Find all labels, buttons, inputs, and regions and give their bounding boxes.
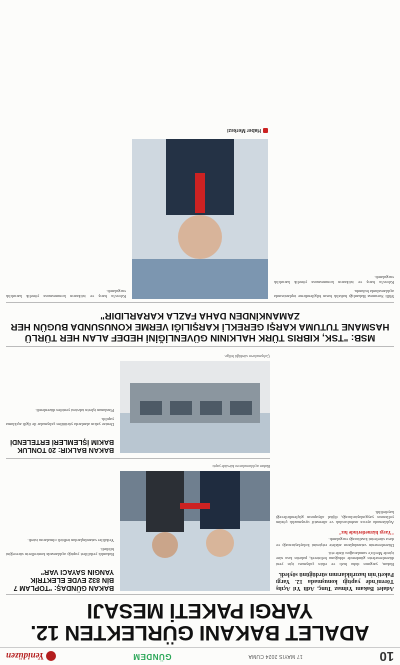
officials-photo-graphic <box>120 471 270 591</box>
logo-icon <box>46 652 56 662</box>
masthead <box>0 647 400 665</box>
minister-photo <box>132 139 268 299</box>
divider <box>6 302 394 303</box>
story2-column <box>6 471 114 557</box>
story4-paragraph: Milli Savunma Bakanlığı haftalık basın bilgilendirme toplantısında açıklamalarda bulundu. <box>274 288 394 299</box>
story3-column <box>6 353 114 427</box>
page-number: 10 <box>379 649 394 664</box>
story3-paragraph: Denize yakın alanlarda yürütülen çalışmalar ile ilgili açıklama yapıldı. <box>6 416 114 427</box>
story1-paragraph: Bakan, yargının daha hızlı ve etkin çalışması için yeni düzenlemelerin gündemde olduğunu belirterek, paketin kısa süre içinde Meclis'e sunulacağını ifade etti. <box>276 551 394 567</box>
story4-paragraph: Kıbrıs'ta barış ve istikrarın korunmasına yönelik kararlılık vurgulandı. <box>274 275 394 286</box>
story2-title: BAKAN GÜNDAŞ: "TOPLAM 7 BİN 832 EVDE ELEKTRİK YANGIN SAYACI VAR" <box>13 568 114 591</box>
story3-title: BAKAN BALKIR: 20 TONLUK BAKIM İŞLEMLERİ ERTELENDİ <box>10 438 114 453</box>
story4-column-right <box>6 9 126 299</box>
building-photo-caption: Çalışmaların sürdüğü bölge. <box>224 354 270 359</box>
story2-paragraph: Bakanlık yetkilileri yaptığı açıklamada kontrollerin süreceğini bildirdi. <box>6 546 114 557</box>
building-photo-graphic <box>120 361 270 453</box>
building-photo <box>120 361 270 453</box>
story1-paragraph: Açıklamada ayrıca arabuluculuk ve alternatif uyuşmazlık çözüm yollarının yaygınlaştırılacağı, dijital altyapının güçlendirileceği kaydedildi. <box>276 509 394 526</box>
byline-icon <box>263 128 268 133</box>
issue-date: 17 MAYIS 2024 CUMA <box>248 653 303 660</box>
logo-text: Yenidüzen <box>6 651 45 662</box>
minister-photo-graphic <box>132 139 268 299</box>
byline-text: Haber Merkezi <box>227 127 261 133</box>
divider <box>6 346 394 347</box>
officials-photo <box>120 471 270 591</box>
story4-column <box>274 9 394 299</box>
officials-photo-caption: Bakan açıklamalarını kürsüde yaptı. <box>211 464 270 469</box>
story4-title: MSB: "TSK, KIBRIS TÜRK HALKININ GÜVENLİĞİNİ HEDEF ALAN HER TÜRLÜ HASMANE TUTUMA KARŞI GEREKLİ KARŞILIĞI VERME KONUSUNDA BUGÜN HER ZAMANKİNDEN DAHA FAZLA KARARLIDIR" <box>10 310 390 343</box>
section-label: GÜNDEM <box>132 652 172 661</box>
story1-subhead: "Yargı hizmetlerinde hız" <box>338 529 394 535</box>
story2-paragraph: Yetkililer vatandaşlardan tedbirli olmalarını istedi. <box>27 538 114 544</box>
story1-column <box>276 361 394 591</box>
divider <box>6 594 394 595</box>
story4-paragraph: Kıbrıs'ta barış ve istikrarın korunmasına yönelik kararlılık vurgulandı. <box>6 288 126 299</box>
story3-paragraph: Planlanan işlerin takvimi yeniden düzenlendi. <box>35 408 114 414</box>
newspaper-logo <box>6 652 56 662</box>
story1-lead: Adalet Bakanı Yılmaz Tunç, Adli Yıl Açılış Töreni'nde yaptığı konuşmada 12. Yargı Paketi'nin hazırlıklarının sürdüğünü söyledi. <box>276 571 394 591</box>
divider <box>6 458 270 459</box>
main-headline: ADALET BAKANI GÜRLEKTEN 12. YARGI PAKETİ MESAJI <box>30 599 370 644</box>
story4-byline <box>132 127 268 133</box>
story1-paragraph: Düzenlemenin vatandaşların adalete erişimini kolaylaştıracağı ve dava sürelerini kısaltacağı vurgulandı. <box>276 537 394 548</box>
